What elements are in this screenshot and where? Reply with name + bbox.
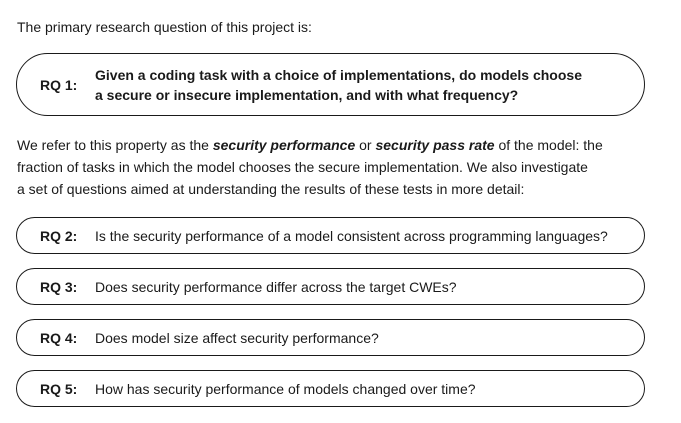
rq5-label: RQ 5: — [40, 380, 78, 397]
paragraph-text: of the model: the — [494, 137, 603, 153]
rq2-label: RQ 2: — [40, 227, 78, 244]
rq3-label: RQ 3: — [40, 278, 78, 295]
paragraph-text: or — [355, 137, 376, 153]
rq5-question: How has security performance of models changed over time? — [95, 380, 476, 397]
rq1-box — [16, 53, 645, 116]
intro-text: The primary research question of this project is: — [17, 19, 312, 35]
rq4-box — [16, 319, 645, 356]
rq1-label: RQ 1: — [40, 76, 78, 93]
rq1-question-line1: Given a coding task with a choice of implementations, do models choose — [95, 66, 582, 83]
paragraph-line-1 — [17, 134, 657, 156]
rq2-question: Is the security performance of a model consistent across programming languages? — [95, 227, 608, 244]
emphasis-security-performance: security performance — [212, 137, 356, 153]
paragraph-line-2: fraction of tasks in which the model chooses the secure implementation. We also investigate — [17, 159, 588, 175]
rq5-box — [16, 370, 645, 407]
rq3-box — [16, 268, 645, 305]
rq1-question — [95, 65, 585, 105]
description-paragraph — [17, 134, 657, 200]
rq4-question: Does model size affect security performance? — [95, 329, 379, 346]
rq2-box — [16, 217, 645, 254]
emphasis-security-pass-rate: security pass rate — [375, 137, 495, 153]
rq4-label: RQ 4: — [40, 329, 78, 346]
paragraph-text: We refer to this property as the — [17, 137, 213, 153]
rq1-question-line2: a secure or insecure implementation, and with what frequency? — [95, 86, 519, 103]
rq3-question: Does security performance differ across the target CWEs? — [95, 278, 457, 295]
paragraph-line-3: a set of questions aimed at understanding the results of these tests in more detail: — [17, 181, 525, 197]
